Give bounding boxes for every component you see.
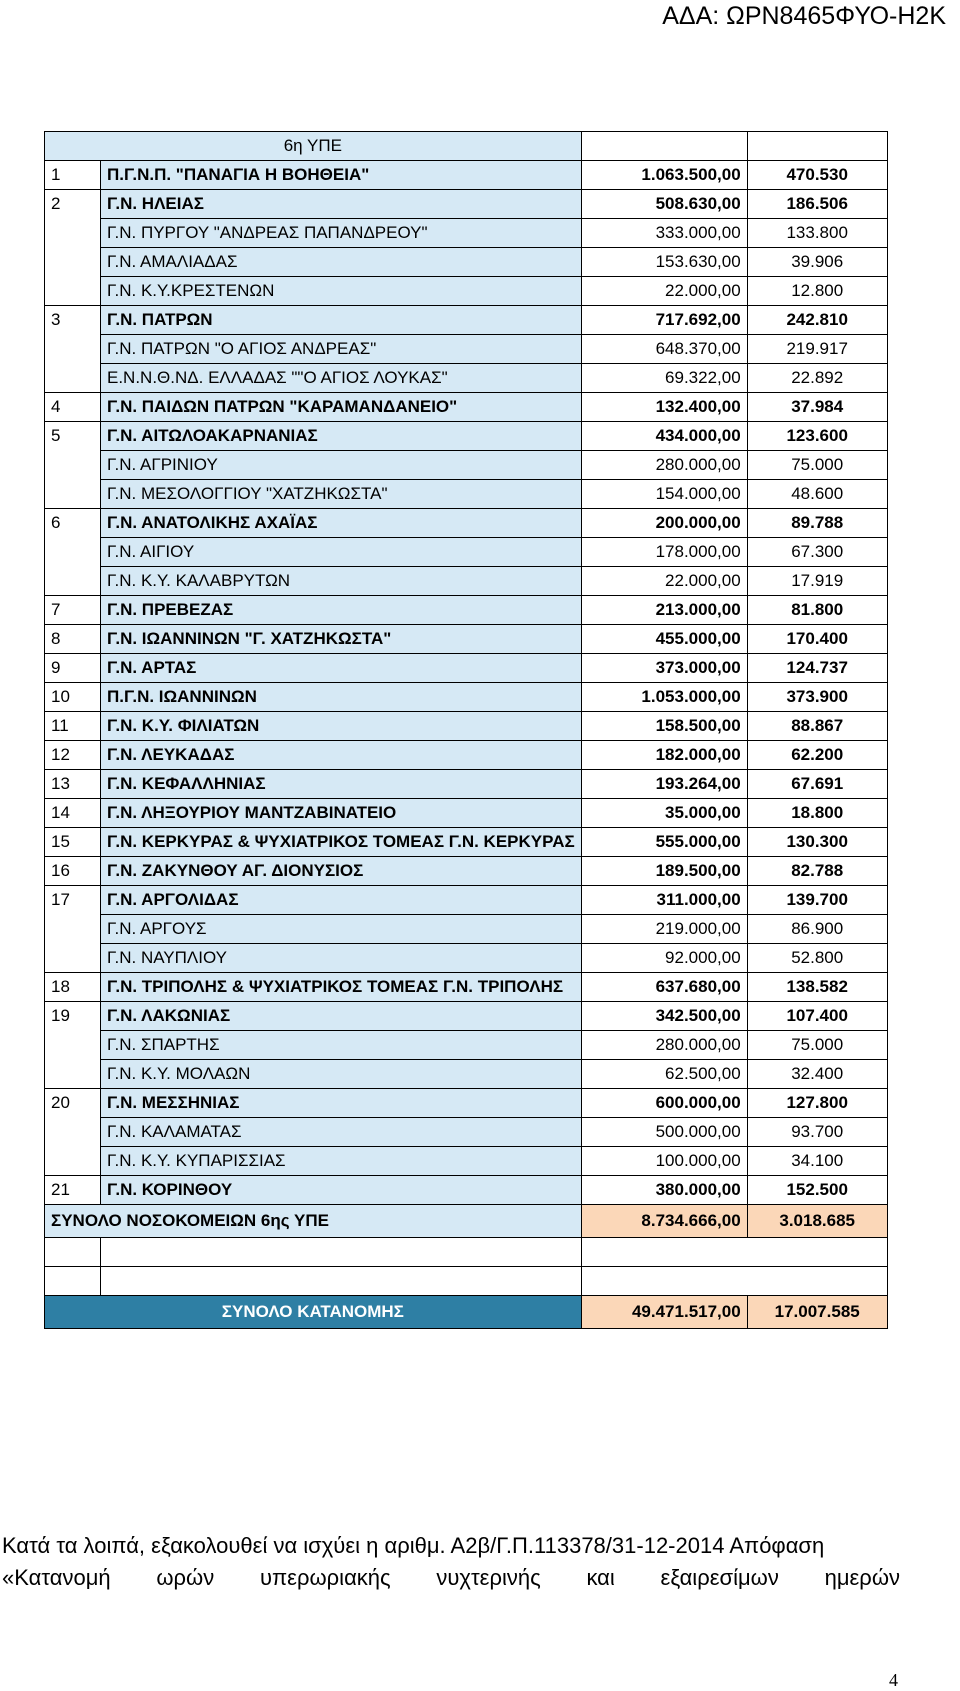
hospital-row (45, 741, 888, 770)
hospital-name: Γ.Ν. ΑΝΑΤΟΛΙΚΗΣ ΑΧΑΪΑΣ (101, 509, 582, 538)
row-number: 17 (45, 886, 101, 915)
row-number (45, 567, 101, 596)
hospital-name: Γ.Ν. Κ.Υ.ΚΡΕΣΤΕΝΩΝ (101, 277, 582, 306)
row-number (45, 944, 101, 973)
row-number (45, 1060, 101, 1089)
value-cell: 186.506 (747, 190, 887, 219)
hospital-name: Γ.Ν. ΚΕΡΚΥΡΑΣ & ΨΥΧΙΑΤΡΙΚΟΣ ΤΟΜΕΑΣ Γ.Ν. ΚΕΡΚΥΡΑΣ (101, 828, 582, 857)
sub-hospital-row (45, 248, 888, 277)
value-cell: 219.917 (747, 335, 887, 364)
amount-cell: 280.000,00 (581, 451, 747, 480)
sub-hospital-row (45, 451, 888, 480)
hospital-row (45, 1089, 888, 1118)
hospital-name: Γ.Ν. ΣΠΑΡΤΗΣ (101, 1031, 582, 1060)
amount-cell: 100.000,00 (581, 1147, 747, 1176)
hospital-name: Γ.Ν. ΜΕΣΟΛΟΓΓΙΟΥ "ΧΑΤΖΗΚΩΣΤΑ" (101, 480, 582, 509)
row-number: 2 (45, 190, 101, 219)
value-cell: 242.810 (747, 306, 887, 335)
amount-cell: 333.000,00 (581, 219, 747, 248)
amount-cell: 182.000,00 (581, 741, 747, 770)
allocation-table (44, 131, 888, 1329)
value-cell: 470.530 (747, 161, 887, 190)
hospital-row (45, 306, 888, 335)
value-cell: 12.800 (747, 277, 887, 306)
value-cell: 32.400 (747, 1060, 887, 1089)
amount-cell: 555.000,00 (581, 828, 747, 857)
hospital-name: Γ.Ν. ΠΥΡΓΟΥ "ΑΝΔΡΕΑΣ ΠΑΠΑΝΔΡΕΟΥ" (101, 219, 582, 248)
sub-hospital-row (45, 1031, 888, 1060)
amount-cell: 22.000,00 (581, 567, 747, 596)
hospital-name: Γ.Ν. ΑΓΡΙΝΙΟΥ (101, 451, 582, 480)
amount-cell: 434.000,00 (581, 422, 747, 451)
sub-hospital-row (45, 567, 888, 596)
amount-cell: 373.000,00 (581, 654, 747, 683)
hospital-row (45, 393, 888, 422)
value-cell: 93.700 (747, 1118, 887, 1147)
grand-total-value: 17.007.585 (747, 1296, 887, 1329)
amount-cell: 342.500,00 (581, 1002, 747, 1031)
value-cell: 52.800 (747, 944, 887, 973)
value-cell: 75.000 (747, 1031, 887, 1060)
amount-cell: 380.000,00 (581, 1176, 747, 1205)
value-cell: 48.600 (747, 480, 887, 509)
sub-hospital-row (45, 219, 888, 248)
sub-hospital-row (45, 364, 888, 393)
hospital-name: Γ.Ν. ΑΡΓΟΥΣ (101, 915, 582, 944)
hospital-name: Γ.Ν. ΚΟΡΙΝΘΟΥ (101, 1176, 582, 1205)
row-number: 20 (45, 1089, 101, 1118)
row-number: 12 (45, 741, 101, 770)
value-cell: 138.582 (747, 973, 887, 1002)
hospital-name: Γ.Ν. ΠΡΕΒΕΖΑΣ (101, 596, 582, 625)
value-cell: 22.892 (747, 364, 887, 393)
amount-cell: 200.000,00 (581, 509, 747, 538)
value-cell: 34.100 (747, 1147, 887, 1176)
hospital-row (45, 625, 888, 654)
row-number: 8 (45, 625, 101, 654)
total-amount: 8.734.666,00 (581, 1205, 747, 1238)
value-cell: 18.800 (747, 799, 887, 828)
amount-cell: 455.000,00 (581, 625, 747, 654)
hospital-name: Γ.Ν. ΤΡΙΠΟΛΗΣ & ΨΥΧΙΑΤΡΙΚΟΣ ΤΟΜΕΑΣ Γ.Ν. ΤΡΙΠΟΛΗΣ (101, 973, 582, 1002)
value-cell: 107.400 (747, 1002, 887, 1031)
hospital-row (45, 1002, 888, 1031)
hospital-name: Γ.Ν. ΚΑΛΑΜΑΤΑΣ (101, 1118, 582, 1147)
amount-cell: 508.630,00 (581, 190, 747, 219)
row-number: 7 (45, 596, 101, 625)
amount-cell: 219.000,00 (581, 915, 747, 944)
hospital-name: Γ.Ν. Κ.Υ. ΜΟΛΑΩΝ (101, 1060, 582, 1089)
hospital-name: Γ.Ν. ΛΑΚΩΝΙΑΣ (101, 1002, 582, 1031)
hospital-name: Γ.Ν. Κ.Υ. ΦΙΛΙΑΤΩΝ (101, 712, 582, 741)
row-number: 14 (45, 799, 101, 828)
row-number: 10 (45, 683, 101, 712)
value-cell: 124.737 (747, 654, 887, 683)
hospital-row (45, 886, 888, 915)
value-cell: 17.919 (747, 567, 887, 596)
amount-cell: 22.000,00 (581, 277, 747, 306)
value-cell: 89.788 (747, 509, 887, 538)
hospital-name: Γ.Ν. ΜΕΣΣΗΝΙΑΣ (101, 1089, 582, 1118)
amount-cell: 1.053.000,00 (581, 683, 747, 712)
hospital-name: Π.Γ.Ν.Π. "ΠΑΝΑΓΙΑ Η ΒΟΗΘΕΙΑ" (101, 161, 582, 190)
amount-cell: 213.000,00 (581, 596, 747, 625)
row-number: 13 (45, 770, 101, 799)
sub-hospital-row (45, 944, 888, 973)
footer-line-1: Κατά τα λοιπά, εξακολουθεί να ισχύει η αριθμ. Α2β/Γ.Π.113378/31-12-2014 Απόφαση (2, 1533, 825, 1558)
amount-cell: 132.400,00 (581, 393, 747, 422)
amount-cell: 500.000,00 (581, 1118, 747, 1147)
amount-cell: 189.500,00 (581, 857, 747, 886)
hospital-row (45, 799, 888, 828)
amount-cell: 193.264,00 (581, 770, 747, 799)
row-number: 4 (45, 393, 101, 422)
value-cell: 75.000 (747, 451, 887, 480)
amount-cell: 178.000,00 (581, 538, 747, 567)
hospital-row (45, 596, 888, 625)
grand-total-label: ΣΥΝΟΛΟ ΚΑΤΑΝΟΜΗΣ (45, 1296, 582, 1329)
value-cell: 62.200 (747, 741, 887, 770)
row-number (45, 248, 101, 277)
row-number (45, 277, 101, 306)
value-cell: 37.984 (747, 393, 887, 422)
row-number: 1 (45, 161, 101, 190)
amount-cell: 35.000,00 (581, 799, 747, 828)
value-cell: 130.300 (747, 828, 887, 857)
row-number (45, 219, 101, 248)
row-number: 18 (45, 973, 101, 1002)
row-number (45, 915, 101, 944)
page-number: 4 (889, 1670, 898, 1690)
hospital-name: Γ.Ν. ΑΙΓΙΟΥ (101, 538, 582, 567)
value-cell: 39.906 (747, 248, 887, 277)
grand-total-amount: 49.471.517,00 (581, 1296, 747, 1329)
hospital-name: Γ.Ν. ΝΑΥΠΛΙΟΥ (101, 944, 582, 973)
row-number: 6 (45, 509, 101, 538)
hospital-name: Γ.Ν. ΠΑΙΔΩΝ ΠΑΤΡΩΝ "ΚΑΡΑΜΑΝΔΑΝΕΙΟ" (101, 393, 582, 422)
row-number: 15 (45, 828, 101, 857)
amount-cell: 153.630,00 (581, 248, 747, 277)
hospital-name: Γ.Ν. ΑΙΤΩΛΟΑΚΑΡΝΑΝΙΑΣ (101, 422, 582, 451)
footer-line-2: «Κατανομή ωρών υπερωριακής νυχτερινής και εξαιρεσίμων ημερών (2, 1565, 900, 1590)
amount-cell: 154.000,00 (581, 480, 747, 509)
region-title: 6η ΥΠΕ (45, 132, 582, 161)
value-cell: 81.800 (747, 596, 887, 625)
value-cell: 152.500 (747, 1176, 887, 1205)
sub-hospital-row (45, 915, 888, 944)
hospital-name: Γ.Ν. ΠΑΤΡΩΝ "Ο ΑΓΙΟΣ ΑΝΔΡΕΑΣ" (101, 335, 582, 364)
row-number (45, 538, 101, 567)
amount-cell: 717.692,00 (581, 306, 747, 335)
value-cell: 86.900 (747, 915, 887, 944)
empty-row (45, 1267, 888, 1296)
value-cell: 88.867 (747, 712, 887, 741)
hospital-row (45, 828, 888, 857)
ada-code: ΑΔΑ: ΩΡΝ8465ΦΥΟ-Η2Κ (662, 2, 946, 30)
hospital-row (45, 509, 888, 538)
sub-hospital-row (45, 1118, 888, 1147)
hospital-name: Γ.Ν. ΗΛΕΙΑΣ (101, 190, 582, 219)
value-cell: 139.700 (747, 886, 887, 915)
value-cell: 67.300 (747, 538, 887, 567)
row-number: 3 (45, 306, 101, 335)
value-cell: 123.600 (747, 422, 887, 451)
amount-cell: 62.500,00 (581, 1060, 747, 1089)
hospital-name: Γ.Ν. ΙΩΑΝΝΙΝΩΝ "Γ. ΧΑΤΖΗΚΩΣΤΑ" (101, 625, 582, 654)
hospital-name: Γ.Ν. Κ.Υ. ΚΑΛΑΒΡΥΤΩΝ (101, 567, 582, 596)
hospital-name: Γ.Ν. Κ.Υ. ΚΥΠΑΡΙΣΣΙΑΣ (101, 1147, 582, 1176)
row-number (45, 335, 101, 364)
row-number: 5 (45, 422, 101, 451)
hospital-row (45, 190, 888, 219)
sub-hospital-row (45, 277, 888, 306)
total-row (45, 1205, 888, 1238)
hospital-row (45, 654, 888, 683)
hospital-name: Γ.Ν. ΑΡΤΑΣ (101, 654, 582, 683)
value-cell: 133.800 (747, 219, 887, 248)
hospital-row (45, 161, 888, 190)
value-cell: 67.691 (747, 770, 887, 799)
value-cell: 170.400 (747, 625, 887, 654)
amount-cell: 280.000,00 (581, 1031, 747, 1060)
row-number: 9 (45, 654, 101, 683)
hospital-name: Γ.Ν. ΚΕΦΑΛΛΗΝΙΑΣ (101, 770, 582, 799)
hospital-row (45, 683, 888, 712)
row-number: 21 (45, 1176, 101, 1205)
hospital-row (45, 857, 888, 886)
sub-hospital-row (45, 1060, 888, 1089)
amount-cell: 92.000,00 (581, 944, 747, 973)
amount-cell: 69.322,00 (581, 364, 747, 393)
amount-cell: 637.680,00 (581, 973, 747, 1002)
row-number (45, 1118, 101, 1147)
hospital-row (45, 1176, 888, 1205)
empty-row (45, 1238, 888, 1267)
total-label: ΣΥΝΟΛΟ ΝΟΣΟΚΟΜΕΙΩΝ 6ης ΥΠΕ (45, 1205, 582, 1238)
row-number (45, 364, 101, 393)
sub-hospital-row (45, 335, 888, 364)
sub-hospital-row (45, 538, 888, 567)
row-number (45, 1031, 101, 1060)
hospital-row (45, 422, 888, 451)
value-cell: 373.900 (747, 683, 887, 712)
sub-hospital-row (45, 480, 888, 509)
hospital-row (45, 712, 888, 741)
row-number (45, 480, 101, 509)
amount-cell: 1.063.500,00 (581, 161, 747, 190)
hospital-name: Γ.Ν. ΑΜΑΛΙΑΔΑΣ (101, 248, 582, 277)
hospital-name: Γ.Ν. ΛΗΞΟΥΡΙΟΥ ΜΑΝΤΖΑΒΙΝΑΤΕΙΟ (101, 799, 582, 828)
region-header-row (45, 132, 888, 161)
hospital-row (45, 770, 888, 799)
value-cell: 82.788 (747, 857, 887, 886)
total-value: 3.018.685 (747, 1205, 887, 1238)
hospital-name: Γ.Ν. ΠΑΤΡΩΝ (101, 306, 582, 335)
row-number: 11 (45, 712, 101, 741)
amount-cell: 311.000,00 (581, 886, 747, 915)
hospital-name: Γ.Ν. ΛΕΥΚΑΔΑΣ (101, 741, 582, 770)
row-number: 19 (45, 1002, 101, 1031)
hospital-row (45, 973, 888, 1002)
amount-cell: 158.500,00 (581, 712, 747, 741)
amount-cell: 600.000,00 (581, 1089, 747, 1118)
hospital-name: Γ.Ν. ΑΡΓΟΛΙΔΑΣ (101, 886, 582, 915)
hospital-name: Π.Γ.Ν. ΙΩΑΝΝΙΝΩΝ (101, 683, 582, 712)
sub-hospital-row (45, 1147, 888, 1176)
grand-total-row (45, 1296, 888, 1329)
row-number: 16 (45, 857, 101, 886)
hospital-name: Γ.Ν. ΖΑΚΥΝΘΟΥ ΑΓ. ΔΙΟΝΥΣΙΟΣ (101, 857, 582, 886)
hospital-name: Ε.Ν.Ν.Θ.ΝΔ. ΕΛΛΑΔΑΣ ""Ο ΑΓΙΟΣ ΛΟΥΚΑΣ" (101, 364, 582, 393)
row-number (45, 1147, 101, 1176)
amount-cell: 648.370,00 (581, 335, 747, 364)
value-cell: 127.800 (747, 1089, 887, 1118)
row-number (45, 451, 101, 480)
